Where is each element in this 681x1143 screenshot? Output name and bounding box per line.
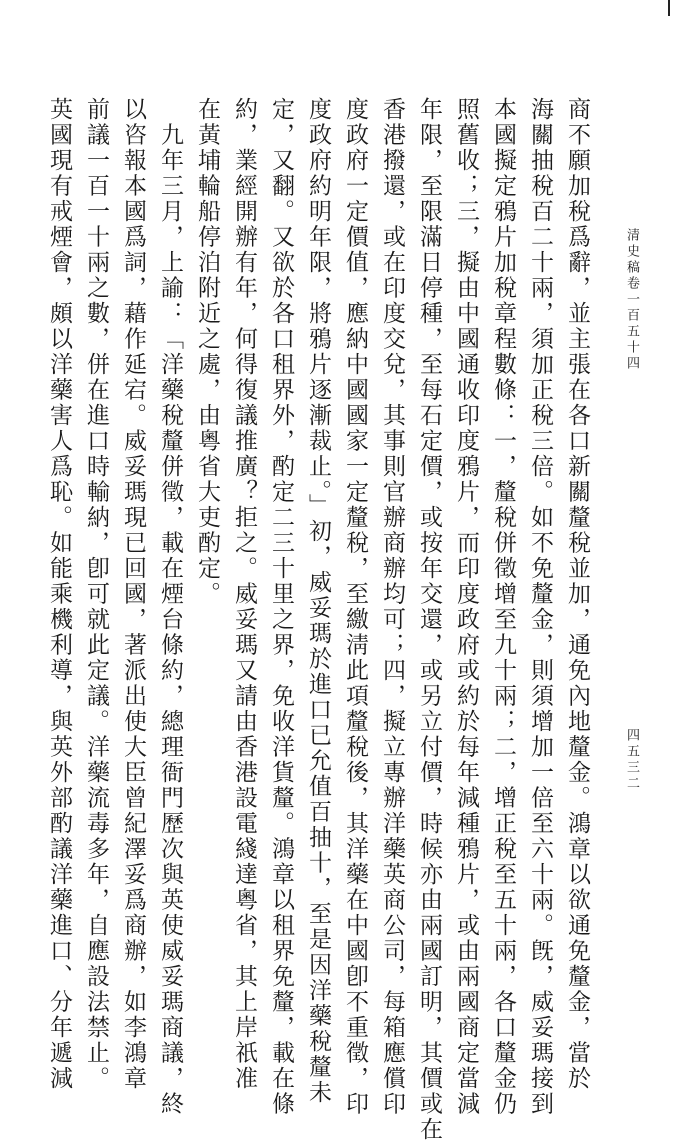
text-column: 照舊收；三，擬由中國通收印度鴉片，而印度政府或約於每年減種鴉片，或由兩國商定當減 [453, 97, 479, 1117]
text-column: 英國現有戒煙會，頗以洋藥害人爲恥。如能乘機利導，與英外部酌議洋藥進口、分年遞減 [46, 97, 72, 1092]
text-column: 九年三月，上諭：「洋藥稅釐併徵，載在煙台條約，總理衙門歷次與英使威妥瑪商議，終 [157, 97, 183, 1117]
text-column: 在黃埔輪船停泊附近之處，由粵省大吏酌定。 [194, 97, 220, 607]
text-column: 前議一百一十兩之數，併在進口時輸納，卽可就此定議。洋藥流毒多年，自應設法禁止。 [83, 97, 109, 1092]
text-column: 海關抽稅百二十兩，須加正稅三倍。如不免釐金，則須增加一倍至六十兩。旣，威妥瑪接到 [527, 97, 553, 1117]
page-edge-mark [668, 0, 670, 16]
text-column: 約，業經開辦有年，何得復議推廣？拒之。威妥瑪又請由香港設電綫達粵省，其上岸祇准 [231, 97, 257, 1092]
running-header: 清史稿卷一百五十四 [624, 228, 639, 372]
text-column: 以咨報本國爲詞，藉作延宕。威妥瑪現已回國，著派出使大臣曾紀澤妥爲商辦，如李鴻章 [120, 97, 146, 1092]
text-column: 度政府一定價值，應納中國國家一定釐稅，至繳淸此項釐稅後，其洋藥在中國卽不重徵，印 [342, 97, 368, 1117]
text-column: 度政府約明年限，將鴉片逐漸裁止。」初，威妥瑪於進口已允值百抽十，至是因洋藥稅釐未 [305, 97, 331, 1106]
text-column: 定，又翻。又欲於各口租界外，酌定二三十里之界，免收洋貨釐。鴻章以租界免釐，載在條 [268, 97, 294, 1117]
text-column: 商不願加稅爲辭，並主張在各口新關釐稅並加，通免內地釐金。鴻章以欲通免釐金，當於 [564, 97, 590, 1092]
page-number: 四五三二 [624, 728, 639, 792]
text-column: 香港撥還，或在印度交兌，其事則官辦商辦均可；四，擬立專辦洋藥英商公司，每箱應償印 [379, 97, 405, 1117]
text-column: 年限，至限滿日停種，至每石定價，或按年交還，或另立付價，時候亦由兩國訂明，其價或在 [416, 97, 442, 1143]
text-column: 本國擬定鴉片加稅章程數條：一，釐稅併徵增至九十兩；二，增正稅至五十兩，各口釐金仍 [490, 97, 516, 1117]
